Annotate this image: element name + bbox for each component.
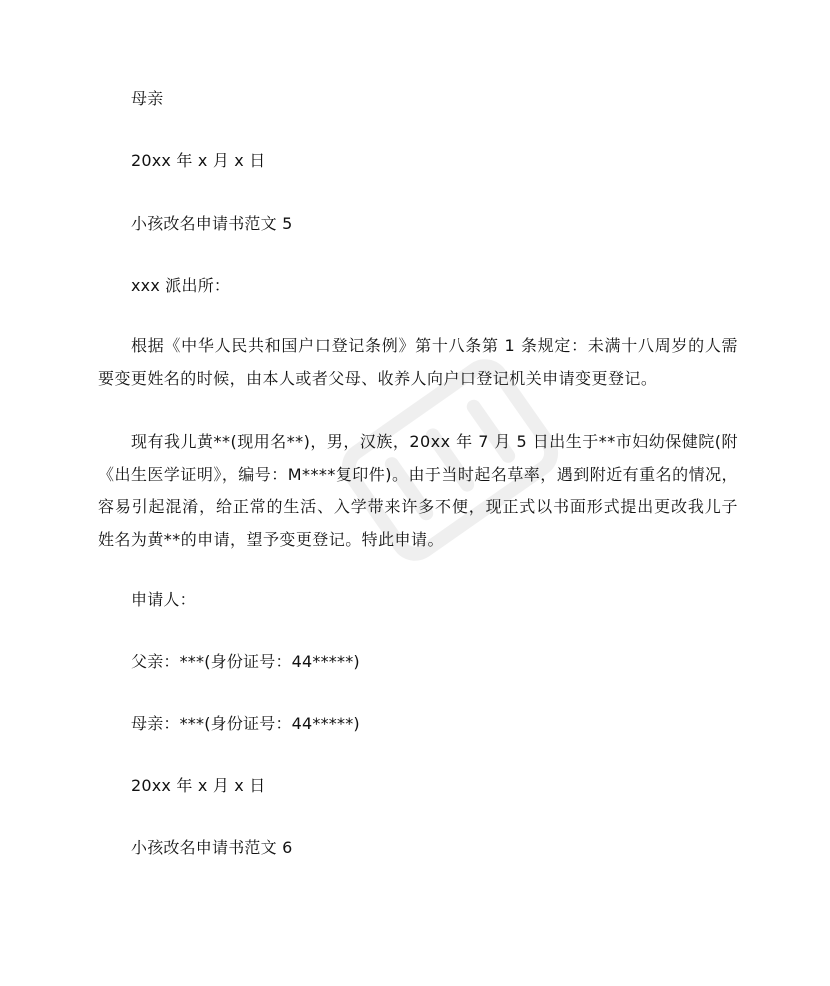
section-title-6: 小孩改名申请书范文 6 xyxy=(131,838,293,857)
request-paragraph: 现有我儿黄**(现用名**)，男，汉族，20xx 年 7 月 5 日出生于**市妇幼保健院(附《出生医学证明》，编号：M****复印件)。由于当时起名草率，遇到附近有重名的情况，容易引起混淆，给正常的生活、入学带来许多不便，现正式以书面形式提出更改我儿子姓名为黄**的申请，望予变更登记。特此申请。 xyxy=(98,432,738,549)
regulation-paragraph: 根据《中华人民共和国户口登记条例》第十八条第 1 条规定：未满十八周岁的人需要变更姓名的时候，由本人或者父母、收养人向户口登记机关申请变更登记。 xyxy=(98,336,738,388)
addressee-line: xxx 派出所： xyxy=(131,276,231,295)
mother-signature-line: 母亲 xyxy=(131,89,164,108)
father-info-line: 父亲：***(身份证号：44*****) xyxy=(131,652,360,671)
mother-info-line: 母亲：***(身份证号：44*****) xyxy=(131,714,360,733)
date-line-top: 20xx 年 x 月 x 日 xyxy=(131,151,266,170)
section-title-5: 小孩改名申请书范文 5 xyxy=(131,214,293,233)
date-line-bottom: 20xx 年 x 月 x 日 xyxy=(131,776,266,795)
applicant-label: 申请人： xyxy=(131,590,196,609)
